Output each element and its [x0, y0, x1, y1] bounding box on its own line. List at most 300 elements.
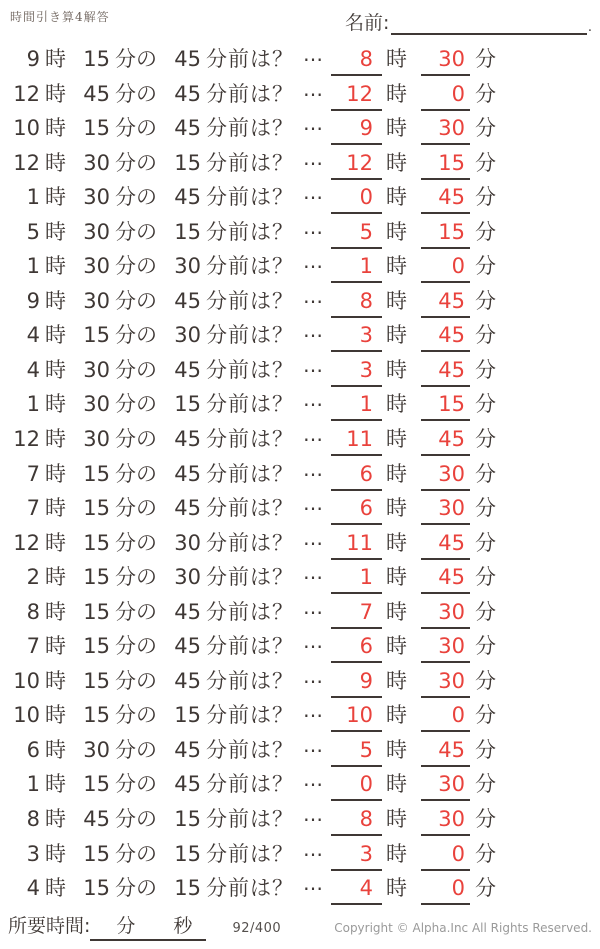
answer-hour-value: 9 — [359, 116, 373, 141]
question-hour: 7 — [26, 634, 40, 659]
problem-row — [8, 697, 592, 732]
question-before-amount: 15 — [174, 392, 201, 417]
elapsed-time-label: 所要時間: — [8, 915, 91, 937]
question-minute: 15 — [83, 116, 110, 141]
ellipsis: … — [303, 145, 323, 170]
hour-unit-label: 時 — [45, 116, 66, 141]
problem-row — [8, 870, 592, 905]
answer-minute-blank — [421, 148, 470, 180]
answer-hour-blank — [331, 804, 382, 836]
hour-unit-label: 時 — [386, 668, 407, 693]
question-hour: 12 — [13, 427, 40, 452]
question-hour: 9 — [26, 288, 40, 313]
answer-minute-blank — [421, 113, 470, 145]
answer-hour-value: 0 — [359, 185, 373, 210]
answer-minute-blank — [421, 44, 470, 76]
answer-hour-blank — [331, 113, 382, 145]
answer-minute-blank — [421, 804, 470, 836]
problem-row — [8, 766, 592, 801]
question-minute: 15 — [83, 496, 110, 521]
before-question-label: 分前は？ — [206, 496, 294, 521]
minute-unit-label: 分 — [475, 219, 496, 244]
page-number: 92/400 — [232, 921, 282, 936]
hour-unit-label: 時 — [386, 461, 407, 486]
answer-minute-value: 15 — [438, 392, 465, 417]
answer-hour-blank — [331, 735, 382, 767]
question-hour: 4 — [26, 357, 40, 382]
name-field — [345, 8, 592, 35]
ellipsis: … — [303, 318, 323, 343]
question-before-amount: 15 — [174, 841, 201, 866]
answer-hour-blank — [331, 182, 382, 214]
answer-minute-blank — [421, 251, 470, 283]
question-before-amount: 15 — [174, 876, 201, 901]
ellipsis: … — [303, 352, 323, 377]
hour-unit-label: 時 — [386, 47, 407, 71]
minute-unit-label: 分 — [475, 530, 496, 555]
answer-hour-blank — [331, 839, 382, 871]
answer-minute-value: 45 — [438, 737, 465, 762]
answer-minute-blank — [421, 666, 470, 698]
answer-hour-blank — [331, 493, 382, 525]
answer-hour-value: 3 — [359, 357, 373, 382]
ellipsis: … — [303, 629, 323, 654]
question-hour: 9 — [26, 47, 40, 71]
before-question-label: 分前は？ — [206, 530, 294, 555]
name-underline — [391, 11, 586, 35]
ellipsis: … — [303, 836, 323, 861]
minute-unit-label: 分 — [475, 427, 496, 452]
minute-of-label: 分の — [115, 530, 157, 555]
question-before-amount: 30 — [174, 323, 201, 348]
ellipsis: … — [303, 698, 323, 723]
answer-hour-value: 7 — [359, 599, 373, 624]
hour-unit-label: 時 — [386, 185, 407, 210]
problem-row — [8, 214, 592, 249]
minute-of-label: 分の — [115, 185, 157, 210]
question-hour: 4 — [26, 323, 40, 348]
answer-minute-blank — [421, 320, 470, 352]
answer-hour-value: 1 — [359, 565, 373, 590]
minute-of-label: 分の — [115, 461, 157, 486]
problem-row — [8, 317, 592, 352]
second-blank-label: 秒 — [173, 915, 193, 937]
problem-row — [8, 836, 592, 871]
answer-hour-value: 0 — [359, 772, 373, 797]
question-hour: 1 — [26, 254, 40, 279]
answer-minute-blank — [421, 769, 470, 801]
answer-minute-value: 0 — [451, 703, 465, 728]
problem-row — [8, 559, 592, 594]
problem-row — [8, 386, 592, 421]
minute-unit-label: 分 — [475, 876, 496, 901]
before-question-label: 分前は？ — [206, 357, 294, 382]
hour-unit-label: 時 — [386, 876, 407, 901]
answer-hour-blank — [331, 873, 382, 905]
problem-row — [8, 525, 592, 560]
hour-unit-label: 時 — [45, 185, 66, 210]
problem-row — [8, 283, 592, 318]
minute-unit-label: 分 — [475, 668, 496, 693]
minute-of-label: 分の — [115, 876, 157, 901]
hour-unit-label: 時 — [386, 357, 407, 382]
question-hour: 12 — [13, 81, 40, 106]
answer-minute-value: 45 — [438, 185, 465, 210]
answer-minute-value: 45 — [438, 427, 465, 452]
hour-unit-label: 時 — [45, 634, 66, 659]
minute-of-label: 分の — [115, 496, 157, 521]
hour-unit-label: 時 — [45, 47, 66, 71]
question-minute: 30 — [83, 427, 110, 452]
answer-hour-value: 11 — [346, 530, 373, 555]
ellipsis: … — [303, 525, 323, 550]
before-question-label: 分前は？ — [206, 772, 294, 797]
answer-minute-value: 30 — [438, 599, 465, 624]
before-question-label: 分前は？ — [206, 841, 294, 866]
question-before-amount: 45 — [174, 185, 201, 210]
answer-hour-blank — [331, 148, 382, 180]
minute-of-label: 分の — [115, 772, 157, 797]
hour-unit-label: 時 — [45, 323, 66, 348]
minute-unit-label: 分 — [475, 565, 496, 590]
minute-of-label: 分の — [115, 599, 157, 624]
hour-unit-label: 時 — [386, 737, 407, 762]
hour-unit-label: 時 — [386, 392, 407, 417]
answer-minute-blank — [421, 528, 470, 560]
answer-minute-value: 30 — [438, 116, 465, 141]
hour-unit-label: 時 — [386, 116, 407, 141]
minute-unit-label: 分 — [475, 185, 496, 210]
answer-hour-blank — [331, 389, 382, 421]
minute-unit-label: 分 — [475, 599, 496, 624]
answer-minute-value: 45 — [438, 288, 465, 313]
minute-unit-label: 分 — [475, 150, 496, 175]
hour-unit-label: 時 — [386, 807, 407, 832]
before-question-label: 分前は？ — [206, 254, 294, 279]
before-question-label: 分前は？ — [206, 427, 294, 452]
answer-minute-value: 30 — [438, 807, 465, 832]
hour-unit-label: 時 — [386, 565, 407, 590]
before-question-label: 分前は？ — [206, 703, 294, 728]
question-hour: 1 — [26, 772, 40, 797]
minute-unit-label: 分 — [475, 461, 496, 486]
ellipsis: … — [303, 456, 323, 481]
question-before-amount: 45 — [174, 737, 201, 762]
answer-hour-blank — [331, 44, 382, 76]
hour-unit-label: 時 — [45, 876, 66, 901]
hour-unit-label: 時 — [45, 254, 66, 279]
answer-minute-blank — [421, 631, 470, 663]
before-question-label: 分前は？ — [206, 461, 294, 486]
minute-of-label: 分の — [115, 841, 157, 866]
question-hour: 12 — [13, 150, 40, 175]
hour-unit-label: 時 — [45, 219, 66, 244]
question-before-amount: 15 — [174, 807, 201, 832]
ellipsis: … — [303, 214, 323, 239]
answer-minute-blank — [421, 79, 470, 111]
question-minute: 15 — [83, 668, 110, 693]
before-question-label: 分前は？ — [206, 807, 294, 832]
before-question-label: 分前は？ — [206, 876, 294, 901]
question-before-amount: 45 — [174, 81, 201, 106]
question-before-amount: 45 — [174, 427, 201, 452]
hour-unit-label: 時 — [386, 323, 407, 348]
ellipsis: … — [303, 560, 323, 585]
minute-of-label: 分の — [115, 357, 157, 382]
minute-of-label: 分の — [115, 737, 157, 762]
answer-minute-blank — [421, 459, 470, 491]
answer-minute-blank — [421, 735, 470, 767]
hour-unit-label: 時 — [45, 772, 66, 797]
question-hour: 8 — [26, 807, 40, 832]
minute-of-label: 分の — [115, 427, 157, 452]
minute-unit-label: 分 — [475, 496, 496, 521]
minute-of-label: 分の — [115, 81, 157, 106]
copyright-notice: Copyright © Alpha.Inc All Rights Reserved. — [334, 921, 592, 935]
answer-minute-value: 30 — [438, 668, 465, 693]
hour-unit-label: 時 — [45, 841, 66, 866]
answer-hour-value: 1 — [359, 254, 373, 279]
minute-unit-label: 分 — [475, 323, 496, 348]
before-question-label: 分前は？ — [206, 392, 294, 417]
answer-hour-value: 10 — [346, 703, 373, 728]
question-hour: 6 — [26, 737, 40, 762]
answer-hour-value: 5 — [359, 219, 373, 244]
answer-hour-blank — [331, 459, 382, 491]
hour-unit-label: 時 — [386, 219, 407, 244]
hour-unit-label: 時 — [45, 737, 66, 762]
minute-of-label: 分の — [115, 47, 157, 71]
problem-row — [8, 421, 592, 456]
minute-of-label: 分の — [115, 807, 157, 832]
answer-minute-blank — [421, 873, 470, 905]
question-minute: 15 — [83, 703, 110, 728]
minute-unit-label: 分 — [475, 254, 496, 279]
minute-unit-label: 分 — [475, 841, 496, 866]
answer-minute-value: 45 — [438, 357, 465, 382]
question-hour: 7 — [26, 461, 40, 486]
hour-unit-label: 時 — [45, 668, 66, 693]
hour-unit-label: 時 — [45, 288, 66, 313]
problem-list — [8, 41, 592, 905]
answer-hour-value: 6 — [359, 496, 373, 521]
minute-blank-label: 分 — [116, 915, 136, 937]
question-before-amount: 45 — [174, 47, 201, 71]
answer-minute-blank — [421, 597, 470, 629]
ellipsis: … — [303, 180, 323, 205]
minute-of-label: 分の — [115, 254, 157, 279]
hour-unit-label: 時 — [386, 530, 407, 555]
ellipsis: … — [303, 249, 323, 274]
ellipsis: … — [303, 283, 323, 308]
answer-minute-blank — [421, 700, 470, 732]
before-question-label: 分前は？ — [206, 81, 294, 106]
hour-unit-label: 時 — [386, 427, 407, 452]
problem-row — [8, 41, 592, 76]
question-minute: 15 — [83, 876, 110, 901]
minute-of-label: 分の — [115, 668, 157, 693]
question-before-amount: 45 — [174, 461, 201, 486]
answer-minute-blank — [421, 355, 470, 387]
ellipsis: … — [303, 387, 323, 412]
hour-unit-label: 時 — [386, 496, 407, 521]
answer-minute-value: 45 — [438, 323, 465, 348]
question-hour: 2 — [26, 565, 40, 590]
question-before-amount: 15 — [174, 703, 201, 728]
hour-unit-label: 時 — [386, 634, 407, 659]
hour-unit-label: 時 — [386, 150, 407, 175]
question-minute: 30 — [83, 150, 110, 175]
answer-hour-blank — [331, 355, 382, 387]
question-before-amount: 45 — [174, 599, 201, 624]
minute-of-label: 分の — [115, 565, 157, 590]
answer-minute-value: 0 — [451, 841, 465, 866]
minute-unit-label: 分 — [475, 737, 496, 762]
answer-hour-blank — [331, 217, 382, 249]
question-hour: 1 — [26, 185, 40, 210]
answer-minute-blank — [421, 839, 470, 871]
name-trailing-dot: . — [587, 20, 592, 35]
question-before-amount: 15 — [174, 150, 201, 175]
question-before-amount: 30 — [174, 565, 201, 590]
hour-unit-label: 時 — [45, 427, 66, 452]
ellipsis: … — [303, 767, 323, 792]
problem-row — [8, 490, 592, 525]
answer-hour-blank — [331, 424, 382, 456]
answer-minute-value: 15 — [438, 219, 465, 244]
question-minute: 30 — [83, 219, 110, 244]
minute-of-label: 分の — [115, 703, 157, 728]
minute-of-label: 分の — [115, 392, 157, 417]
answer-minute-blank — [421, 424, 470, 456]
answer-hour-blank — [331, 631, 382, 663]
question-hour: 12 — [13, 530, 40, 555]
question-hour: 3 — [26, 841, 40, 866]
hour-unit-label: 時 — [45, 599, 66, 624]
answer-hour-value: 3 — [359, 323, 373, 348]
question-hour: 4 — [26, 876, 40, 901]
question-hour: 5 — [26, 219, 40, 244]
minute-of-label: 分の — [115, 150, 157, 175]
minute-unit-label: 分 — [475, 807, 496, 832]
answer-hour-value: 11 — [346, 427, 373, 452]
question-minute: 15 — [83, 565, 110, 590]
problem-row — [8, 352, 592, 387]
answer-hour-value: 4 — [359, 876, 373, 901]
before-question-label: 分前は？ — [206, 565, 294, 590]
ellipsis: … — [303, 76, 323, 101]
hour-unit-label: 時 — [45, 703, 66, 728]
question-before-amount: 30 — [174, 254, 201, 279]
hour-unit-label: 時 — [45, 357, 66, 382]
before-question-label: 分前は？ — [206, 185, 294, 210]
answer-minute-value: 45 — [438, 530, 465, 555]
question-hour: 10 — [13, 116, 40, 141]
before-question-label: 分前は？ — [206, 323, 294, 348]
answer-hour-value: 1 — [359, 392, 373, 417]
answer-hour-blank — [331, 562, 382, 594]
answer-minute-value: 15 — [438, 150, 465, 175]
problem-row — [8, 594, 592, 629]
question-hour: 8 — [26, 599, 40, 624]
question-hour: 1 — [26, 392, 40, 417]
question-minute: 15 — [83, 461, 110, 486]
answer-hour-value: 3 — [359, 841, 373, 866]
question-minute: 15 — [83, 323, 110, 348]
answer-minute-blank — [421, 562, 470, 594]
question-minute: 45 — [83, 807, 110, 832]
question-minute: 15 — [83, 772, 110, 797]
answer-hour-value: 6 — [359, 461, 373, 486]
question-minute: 45 — [83, 81, 110, 106]
hour-unit-label: 時 — [45, 807, 66, 832]
minute-of-label: 分の — [115, 323, 157, 348]
hour-unit-label: 時 — [386, 254, 407, 279]
ellipsis: … — [303, 871, 323, 896]
minute-of-label: 分の — [115, 288, 157, 313]
question-minute: 30 — [83, 288, 110, 313]
minute-of-label: 分の — [115, 219, 157, 244]
question-minute: 15 — [83, 634, 110, 659]
minute-unit-label: 分 — [475, 634, 496, 659]
problem-row — [8, 110, 592, 145]
question-hour: 7 — [26, 496, 40, 521]
hour-unit-label: 時 — [45, 392, 66, 417]
problem-row — [8, 145, 592, 180]
ellipsis: … — [303, 594, 323, 619]
question-minute: 30 — [83, 185, 110, 210]
hour-unit-label: 時 — [386, 703, 407, 728]
answer-minute-value: 0 — [451, 81, 465, 106]
question-before-amount: 45 — [174, 116, 201, 141]
hour-unit-label: 時 — [45, 461, 66, 486]
problem-row — [8, 663, 592, 698]
hour-unit-label: 時 — [45, 496, 66, 521]
minute-unit-label: 分 — [475, 772, 496, 797]
question-minute: 15 — [83, 599, 110, 624]
minute-unit-label: 分 — [475, 81, 496, 106]
answer-minute-blank — [421, 493, 470, 525]
answer-hour-blank — [331, 79, 382, 111]
hour-unit-label: 時 — [386, 841, 407, 866]
minute-unit-label: 分 — [475, 116, 496, 141]
answer-minute-value: 0 — [451, 876, 465, 901]
question-before-amount: 45 — [174, 288, 201, 313]
answer-minute-value: 30 — [438, 496, 465, 521]
minute-of-label: 分の — [115, 634, 157, 659]
answer-hour-blank — [331, 700, 382, 732]
before-question-label: 分前は？ — [206, 737, 294, 762]
problem-row — [8, 76, 592, 111]
answer-hour-value: 8 — [359, 288, 373, 313]
page-title: 時間引き算4解答 — [10, 10, 110, 24]
problem-row — [8, 732, 592, 767]
problem-row — [8, 248, 592, 283]
answer-hour-blank — [331, 769, 382, 801]
answer-minute-blank — [421, 389, 470, 421]
question-before-amount: 30 — [174, 530, 201, 555]
question-before-amount: 45 — [174, 496, 201, 521]
answer-minute-value: 0 — [451, 254, 465, 279]
question-minute: 15 — [83, 530, 110, 555]
answer-hour-value: 8 — [359, 47, 373, 71]
question-hour: 10 — [13, 703, 40, 728]
problem-row — [8, 456, 592, 491]
hour-unit-label: 時 — [45, 81, 66, 106]
question-before-amount: 45 — [174, 357, 201, 382]
hour-unit-label: 時 — [45, 530, 66, 555]
answer-hour-blank — [331, 666, 382, 698]
